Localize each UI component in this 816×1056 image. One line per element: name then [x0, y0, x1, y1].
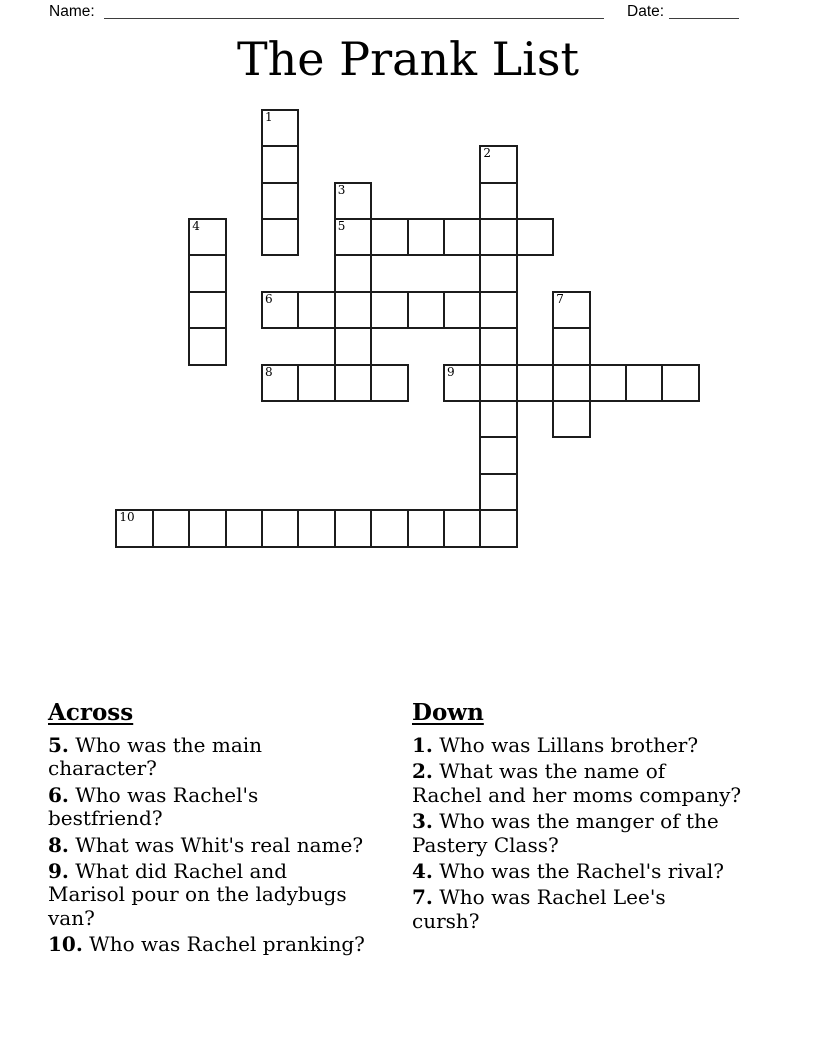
cell-number: 10 — [119, 510, 135, 525]
grid-cell[interactable] — [152, 509, 190, 547]
cell-number: 1 — [265, 109, 273, 124]
clue-number: 10. — [48, 932, 83, 957]
grid-cell[interactable] — [443, 291, 481, 329]
grid-cell[interactable] — [479, 254, 517, 292]
name-label: Name: — [49, 3, 95, 20]
clue — [412, 734, 784, 757]
grid-cell[interactable] — [370, 291, 408, 329]
grid-cell[interactable] — [297, 509, 335, 547]
grid-cell[interactable] — [479, 436, 517, 474]
down-heading: Down — [412, 699, 484, 726]
clue-text: Who was the manger of the — [432, 809, 719, 834]
grid-cell[interactable] — [188, 327, 226, 365]
clue-number: 6. — [48, 782, 69, 807]
grid-cell[interactable] — [188, 218, 226, 256]
grid-cell[interactable] — [334, 509, 372, 547]
grid-cell[interactable] — [261, 509, 299, 547]
clue-text: Who was Rachel's — [68, 782, 259, 807]
cell-number: 8 — [265, 364, 273, 379]
grid-cell[interactable] — [334, 291, 372, 329]
cell-number: 9 — [447, 364, 455, 379]
clue-number: 4. — [412, 859, 433, 884]
grid-cell[interactable] — [552, 327, 590, 365]
clue — [48, 734, 393, 781]
grid-cell[interactable] — [479, 509, 517, 547]
clue-number: 7. — [412, 885, 433, 910]
clue-number: 1. — [412, 733, 433, 757]
clue-text: What did Rachel and — [68, 859, 288, 884]
date-label: Date: — [627, 3, 665, 20]
clue-text: Pastery Class? — [412, 832, 559, 857]
clue-text: What was Whit's real name? — [68, 832, 364, 857]
clue-text: Who was Lillans brother? — [432, 733, 699, 757]
grid-cell[interactable] — [479, 218, 517, 256]
clue-text: Who was the main — [68, 733, 263, 757]
clue — [412, 886, 784, 933]
grid-cell[interactable] — [516, 218, 554, 256]
clue — [412, 810, 784, 857]
clue — [48, 834, 393, 857]
clue-text: bestfriend? — [48, 806, 163, 831]
clue-text: van? — [48, 905, 95, 930]
clue — [48, 784, 393, 831]
grid-cell[interactable] — [516, 364, 554, 402]
cell-number: 7 — [556, 291, 564, 306]
cell-number: 2 — [483, 146, 492, 161]
down-clues-section — [412, 699, 784, 936]
clue-text: Marisol pour on the ladybugs — [48, 882, 347, 907]
cell-number: 4 — [192, 219, 200, 233]
grid-cell[interactable] — [407, 291, 445, 329]
cell-number: 3 — [337, 182, 346, 197]
grid-cell[interactable] — [261, 291, 299, 329]
grid-cell[interactable] — [479, 400, 517, 438]
grid-cell[interactable] — [552, 291, 590, 329]
clue-text: Who was Rachel Lee's — [432, 885, 666, 910]
clue-text: What was the name of — [432, 759, 666, 784]
grid-cell[interactable] — [407, 218, 445, 256]
grid-cell[interactable] — [479, 364, 517, 402]
grid-cell[interactable] — [552, 364, 590, 402]
grid-cell[interactable] — [370, 218, 408, 256]
page-title: The Prank List — [237, 32, 579, 86]
grid-cell[interactable] — [225, 509, 263, 547]
grid-cell[interactable] — [443, 509, 481, 547]
grid-cell[interactable] — [261, 182, 299, 220]
grid-cell[interactable] — [479, 473, 517, 511]
grid-cell[interactable] — [479, 291, 517, 329]
grid-cell[interactable] — [188, 509, 226, 547]
grid-cell[interactable] — [552, 400, 590, 438]
clue-number: 8. — [48, 832, 69, 857]
clue-text: Who was Rachel pranking? — [82, 932, 365, 957]
grid-cell[interactable] — [334, 218, 372, 256]
grid-cell[interactable] — [479, 327, 517, 365]
clue-number: 9. — [48, 859, 69, 884]
clue — [48, 860, 393, 930]
grid-cell[interactable] — [661, 364, 699, 402]
down-clue-list — [412, 734, 784, 933]
clue-text: Rachel and her moms company? — [412, 782, 742, 807]
clue — [412, 760, 784, 807]
grid-cell[interactable] — [297, 364, 335, 402]
cell-number: 6 — [265, 291, 273, 306]
clue-text: cursh? — [412, 908, 480, 933]
grid-cell[interactable] — [334, 182, 372, 220]
grid-cell[interactable] — [261, 218, 299, 256]
grid-cell[interactable] — [589, 364, 627, 402]
grid-cell[interactable] — [188, 291, 226, 329]
grid-cell[interactable] — [443, 364, 481, 402]
clue-number: 2. — [412, 759, 433, 784]
grid-cell[interactable] — [261, 364, 299, 402]
clue-number: 5. — [48, 733, 69, 757]
grid-cell[interactable] — [479, 182, 517, 220]
grid-cell[interactable] — [261, 109, 299, 147]
clue — [412, 860, 784, 883]
grid-cell[interactable] — [334, 364, 372, 402]
clue — [48, 933, 393, 956]
grid-cell[interactable] — [188, 254, 226, 292]
across-heading: Across — [48, 699, 134, 726]
grid-cell[interactable] — [115, 509, 153, 547]
grid-cell[interactable] — [370, 364, 408, 402]
across-clues-section — [48, 699, 393, 960]
cell-number: 5 — [337, 219, 346, 233]
clue-number: 3. — [412, 809, 433, 834]
grid-cell[interactable] — [407, 509, 445, 547]
clue-text: character? — [48, 756, 157, 781]
grid-cell[interactable] — [297, 291, 335, 329]
grid-cell[interactable] — [625, 364, 663, 402]
grid-cell[interactable] — [479, 145, 517, 183]
clue-text: Who was the Rachel's rival? — [432, 859, 725, 884]
grid-cell[interactable] — [443, 218, 481, 256]
across-clue-list — [48, 734, 393, 957]
grid-cell[interactable] — [261, 145, 299, 183]
grid-cell[interactable] — [370, 509, 408, 547]
grid-cell[interactable] — [334, 327, 372, 365]
grid-cell[interactable] — [334, 254, 372, 292]
